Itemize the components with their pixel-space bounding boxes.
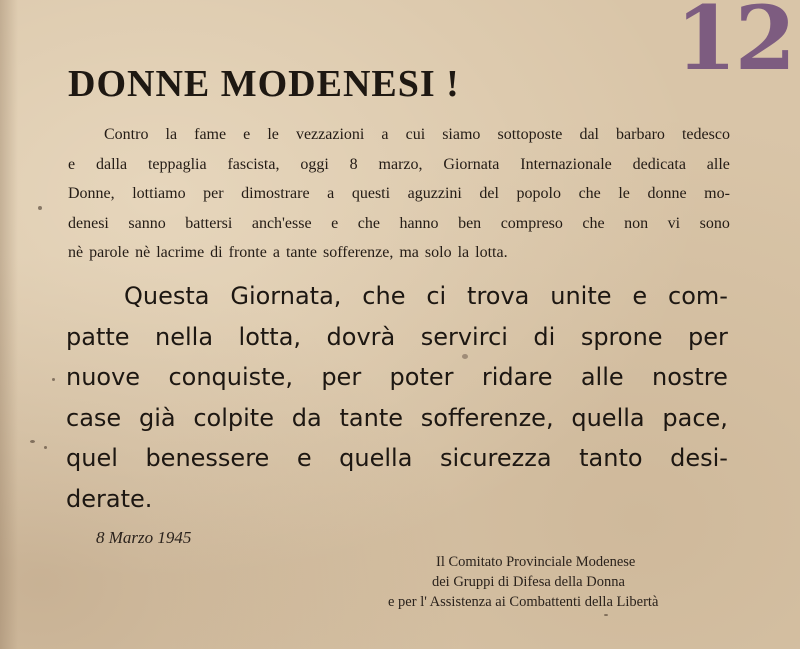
stamped-page-number: 12 xyxy=(675,0,794,90)
word: sono xyxy=(699,214,730,232)
word: hanno xyxy=(399,214,439,232)
word: le xyxy=(267,126,279,143)
paper-edge-shadow xyxy=(0,0,18,649)
intro-paragraph xyxy=(68,120,730,268)
word: teppaglia xyxy=(147,155,207,173)
body-line xyxy=(66,479,728,520)
word: benessere xyxy=(145,444,270,472)
word: lacrime xyxy=(156,244,205,261)
word: Contro xyxy=(104,126,149,143)
word: lottiamo xyxy=(132,185,186,202)
word: già xyxy=(138,403,176,432)
paper-speck xyxy=(38,206,42,210)
word: nè xyxy=(68,244,84,261)
body-line xyxy=(66,438,728,479)
word: trova xyxy=(467,282,530,310)
paper-speck xyxy=(44,446,47,449)
paper-speck xyxy=(52,378,55,381)
body-line xyxy=(66,317,728,358)
word: Giornata, xyxy=(230,282,342,310)
word: la xyxy=(165,126,178,143)
word: sofferenze, xyxy=(420,403,554,432)
word: di xyxy=(210,244,223,261)
signature-line: Il Comitato Provinciale Modenese xyxy=(436,554,636,570)
intro-line xyxy=(68,179,730,209)
word: fronte xyxy=(228,244,267,261)
word: dimostrare xyxy=(241,185,310,202)
word: quel xyxy=(66,444,118,472)
word: quella xyxy=(571,403,645,432)
word: dedicata xyxy=(632,155,686,173)
word: e xyxy=(296,444,312,472)
word: mo- xyxy=(704,185,730,202)
paper-speck xyxy=(30,440,35,443)
word: del xyxy=(479,185,499,202)
word: che xyxy=(362,282,406,310)
word: la xyxy=(457,244,470,261)
word: nuove xyxy=(66,363,141,391)
word: quella xyxy=(339,444,413,472)
word: e xyxy=(632,282,648,310)
word: sicurezza xyxy=(439,444,552,472)
word: popolo xyxy=(516,185,561,202)
word: ben xyxy=(458,214,482,232)
word: barbaro xyxy=(616,126,665,143)
headline: DONNE MODENESI ! xyxy=(68,63,460,105)
word: Questa xyxy=(124,282,210,310)
word: sprone xyxy=(580,322,663,351)
word: desi- xyxy=(670,444,728,472)
word: case xyxy=(66,403,122,432)
word: tante xyxy=(285,244,318,261)
word: sottoposte xyxy=(497,126,563,143)
word: parole xyxy=(89,244,130,261)
intro-line xyxy=(68,150,730,180)
signature-line: e per l' Assistenza ai Combattenti della Libertà xyxy=(388,594,659,610)
word: vezzazioni xyxy=(295,126,365,143)
word: donne xyxy=(647,185,687,202)
word: lotta. xyxy=(475,244,508,261)
word: fascista, xyxy=(227,155,280,173)
word: sanno xyxy=(128,214,166,232)
signature-line: dei Gruppi di Difesa della Donna xyxy=(432,574,625,590)
word: dovrà xyxy=(326,322,396,351)
word: tanto xyxy=(579,444,643,472)
word: non xyxy=(624,214,649,232)
word: alle xyxy=(580,363,624,391)
word: tedesco xyxy=(681,126,730,143)
paper-speck xyxy=(604,614,608,616)
word: com- xyxy=(668,282,728,310)
word: conquiste, xyxy=(168,363,293,391)
word: servirci xyxy=(420,322,508,351)
word: alle xyxy=(706,155,730,173)
word: da xyxy=(291,403,322,432)
word: marzo, xyxy=(378,155,423,173)
word: a xyxy=(381,126,389,143)
word: cui xyxy=(405,126,426,143)
word: a xyxy=(272,244,280,261)
word: denesi xyxy=(68,214,109,232)
date-line: 8 Marzo 1945 xyxy=(96,528,192,547)
word: poter xyxy=(389,363,454,391)
main-paragraph xyxy=(66,276,728,519)
body-line xyxy=(66,276,728,317)
word: ridare xyxy=(481,363,553,391)
word: patte xyxy=(66,322,130,351)
body-line xyxy=(66,357,728,398)
body-line xyxy=(66,398,728,439)
word: e xyxy=(68,155,76,173)
word: tante xyxy=(339,403,403,432)
word: dal xyxy=(579,126,599,143)
word: aguzzini xyxy=(407,185,462,202)
word: anch'esse xyxy=(251,214,312,232)
word: derate. xyxy=(66,484,153,513)
word: fame xyxy=(194,126,227,143)
word: lotta, xyxy=(238,322,302,351)
word: questi xyxy=(351,185,391,202)
word: compreso xyxy=(500,214,563,232)
intro-line xyxy=(68,120,730,150)
word: dalla xyxy=(95,155,128,173)
word: unite xyxy=(550,282,612,310)
word: per xyxy=(203,185,224,202)
word: oggi xyxy=(300,155,329,173)
word: siamo xyxy=(442,126,481,143)
word: 8 xyxy=(349,155,358,173)
intro-line xyxy=(68,238,730,268)
word: Internazionale xyxy=(520,155,612,173)
word: nella xyxy=(155,322,214,351)
word: che xyxy=(578,185,601,202)
word: ma xyxy=(399,244,419,261)
word: a xyxy=(327,185,335,202)
word: per xyxy=(688,322,728,351)
word: Giornata xyxy=(443,155,500,173)
word: nè xyxy=(135,244,151,261)
word: che xyxy=(357,214,380,232)
word: nostre xyxy=(652,363,728,391)
word: di xyxy=(533,322,556,351)
word: solo xyxy=(424,244,452,261)
word: le xyxy=(618,185,630,202)
word: che xyxy=(582,214,605,232)
paper-speck xyxy=(462,354,468,359)
word: pace, xyxy=(662,403,728,432)
word: colpite xyxy=(193,403,274,432)
word: per xyxy=(321,363,362,391)
word: battersi xyxy=(185,214,233,232)
word: vi xyxy=(667,214,681,232)
word: sofferenze, xyxy=(323,244,394,261)
word: e xyxy=(331,214,339,232)
signature-block xyxy=(384,552,724,612)
intro-line xyxy=(68,209,730,239)
word: ci xyxy=(426,282,447,310)
word: Donne, xyxy=(68,185,115,202)
word: e xyxy=(243,126,251,143)
